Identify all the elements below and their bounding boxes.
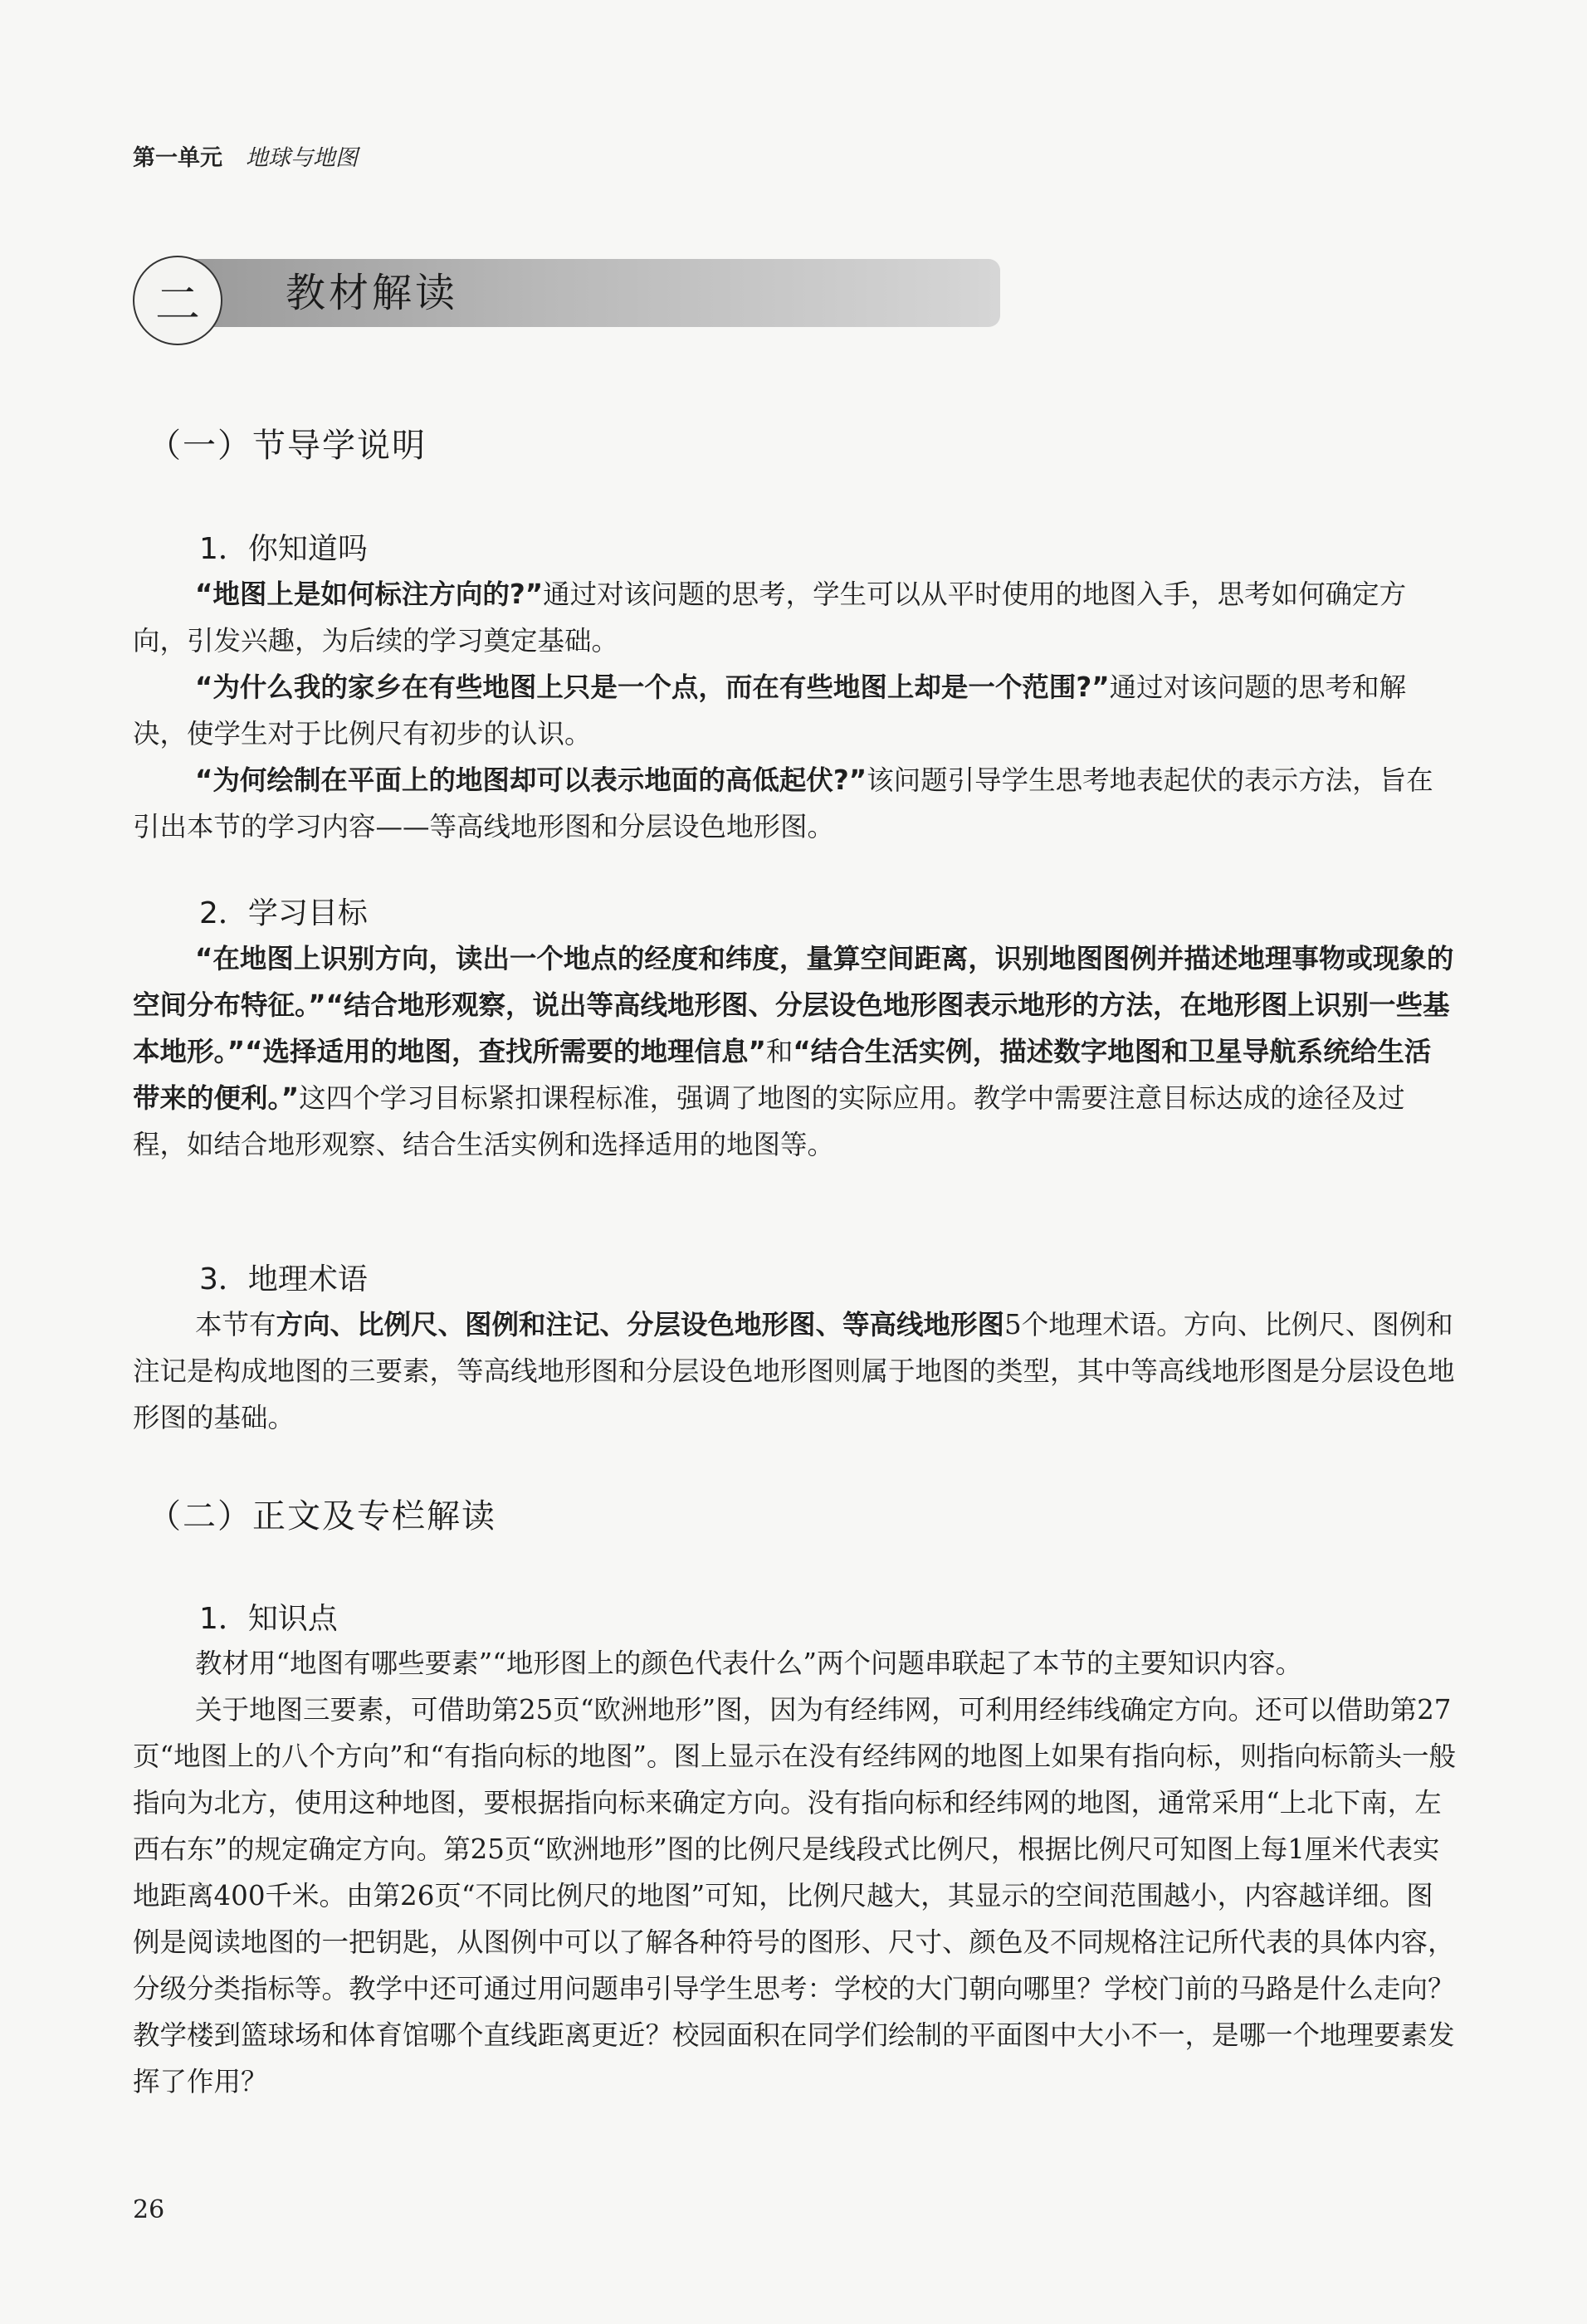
bold-goals: “结合生活实例，描述数字地图和卫星导航系统给生活带来的便利。” xyxy=(133,1036,1432,1114)
paragraph-text: 通过对该问题的思考，学生可以从平时使用的地图入手，思考如何确定方向，引发兴趣，为后续的学习奠定基础。 xyxy=(133,579,1407,657)
paragraph: 教材用“地图有哪些要素”“地形图上的颜色代表什么”两个问题串联起了本节的主要知识内容。 xyxy=(195,1648,1302,1679)
chapter-number-circle: 二 xyxy=(133,256,222,345)
do-you-know-body xyxy=(133,571,1457,850)
bold-question: “为何绘制在平面上的地图却可以表示地面的高低起伏?” xyxy=(195,764,867,796)
chapter-banner xyxy=(133,256,1000,347)
section-heading-guide: （一）节导学说明 xyxy=(148,427,427,465)
bold-question: “为什么我的家乡在有些地图上只是一个点，而在有些地图上却是一个范围?” xyxy=(195,671,1110,703)
paragraph xyxy=(133,757,1457,850)
subheading-knowledge: 1．知识点 xyxy=(199,1602,338,1636)
paragraph-text: 通过对该问题的思考和解决，使学生对于比例尺有初步的认识。 xyxy=(133,671,1407,749)
paragraph-text: 这四个学习目标紧扣课程标准，强调了地图的实际应用。教学中需要注意目标达成的途径及过程，如结合地形观察、结合生活实例和选择适用的地图等。 xyxy=(133,1082,1405,1160)
bold-goals: “在地图上识别方向，读出一个地点的经度和纬度，量算空间距离，识别地图图例并描述地理事物或现象的空间分布特征。”“结合地形观察，说出等高线地形图、分层设色地形图表示地形的方法，在地形图上识别一些基本地形。”“选择适用的地图，查找所需要的地理信息” xyxy=(133,943,1454,1067)
topic-label: 地球与地图 xyxy=(246,145,358,171)
paragraph-text: 本节有 xyxy=(195,1309,276,1340)
subheading-do-you-know: 1．你知道吗 xyxy=(199,532,368,566)
paragraph xyxy=(133,1301,1457,1441)
unit-label: 第一单元 xyxy=(133,145,222,171)
paragraph-text: 5个地理术语。方向、比例尺、图例和注记是构成地图的三要素，等高线地形图和分层设色地形图则属于地图的类型，其中等高线地形图是分层设色地形图的基础。 xyxy=(133,1309,1455,1433)
section-heading-text-reading: （二）正文及专栏解读 xyxy=(148,1497,496,1536)
paragraph: 关于地图三要素，可借助第25页“欧洲地形”图，因为有经纬网，可利用经纬线确定方向。还可以借助第27页“地图上的八个方向”和“有指向标的地图”。图上显示在没有经纬网的地图上如果有指向标，则指向标箭头一般指向为北方，使用这种地图，要根据指向标来确定方向。没有指向标和经纬网的地图，通常采用“上北下南，左西右东”的规定确定方向。第25页“欧洲地形”图的比例尺是线段式比例尺，根据比例尺可知图上每1厘米代表实地距离400千米。由第26页“不同比例尺的地图”可知，比例尺越大，其显示的空间范围越小，内容越详细。图例是阅读地图的一把钥匙，从图例中可以了解各种符号的图形、尺寸、颜色及不同规格注记所代表的具体内容，分级分类指标等。教学中还可通过用问题串引导学生思考：学校的大门朝向哪里？学校门前的马路是什么走向？教学楼到篮球场和体育馆哪个直线距离更近？校园面积在同学们绘制的平面图中大小不一，是哪一个地理要素发挥了作用？ xyxy=(133,1694,1456,2097)
paragraph xyxy=(133,664,1457,757)
terms-body xyxy=(133,1301,1457,1441)
bold-question: “地图上是如何标注方向的?” xyxy=(195,579,544,610)
paragraph xyxy=(133,571,1457,664)
knowledge-body xyxy=(133,1640,1457,2105)
paragraph-text: 和 xyxy=(765,1036,794,1067)
paragraph xyxy=(133,935,1457,1168)
learning-goals-body xyxy=(133,935,1457,1168)
bold-terms: 方向、比例尺、图例和注记、分层设色地形图、等高线地形图 xyxy=(276,1309,1005,1340)
running-head xyxy=(133,139,358,172)
subheading-learning-goals: 2．学习目标 xyxy=(199,896,368,930)
chapter-title: 教材解读 xyxy=(286,270,459,316)
paragraph-text: 该问题引导学生思考地表起伏的表示方法，旨在引出本节的学习内容——等高线地形图和分层设色地形图。 xyxy=(133,764,1433,842)
page-number: 26 xyxy=(133,2195,165,2224)
subheading-terms: 3．地理术语 xyxy=(199,1262,368,1296)
